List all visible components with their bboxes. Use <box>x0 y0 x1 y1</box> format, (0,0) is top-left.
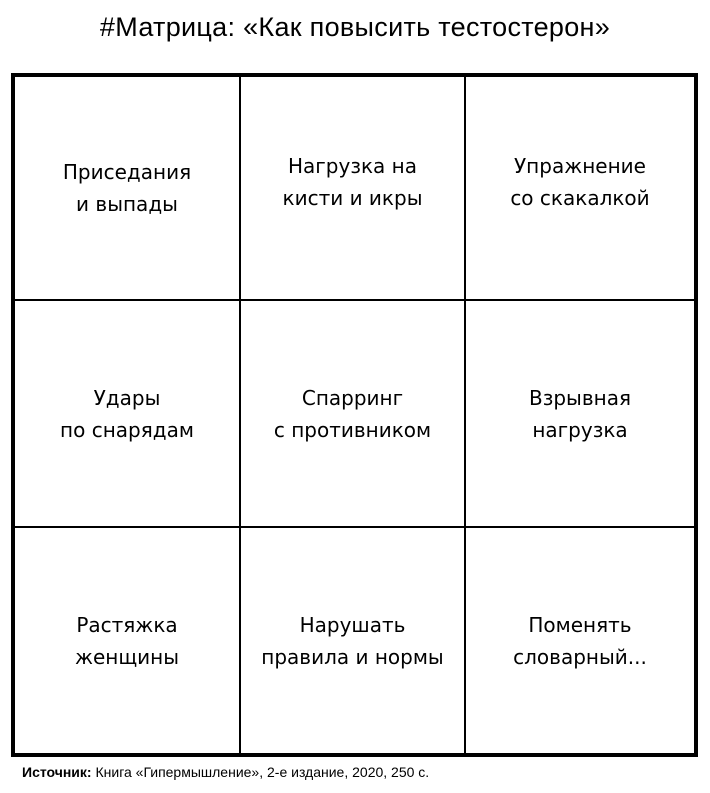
matrix-cell: Взрывная нагрузка <box>529 385 631 442</box>
matrix-cell: Приседания и выпады <box>62 160 192 216</box>
matrix-cell: Поменять словарный... <box>513 612 647 669</box>
matrix-cell: Нарушать правила и нормы <box>261 612 444 669</box>
matrix-cell: Упражнение со скакалкой <box>510 154 650 210</box>
source-label: Источник: <box>22 764 92 780</box>
matrix-cell: Нагрузка на кисти и икры <box>282 154 423 210</box>
matrix-cell: Спарринг с противником <box>273 385 432 442</box>
source-note <box>22 764 429 780</box>
source-text: Книга «Гипермышление», 2-е издание, 2020, 250 с. <box>91 764 430 780</box>
page-title: #Матрица: «Как повысить тестостерон» <box>99 12 611 42</box>
matrix-grid <box>11 73 698 757</box>
matrix-cell: Растяжка женщины <box>74 612 180 669</box>
matrix-cell: Удары по снарядам <box>60 385 194 442</box>
